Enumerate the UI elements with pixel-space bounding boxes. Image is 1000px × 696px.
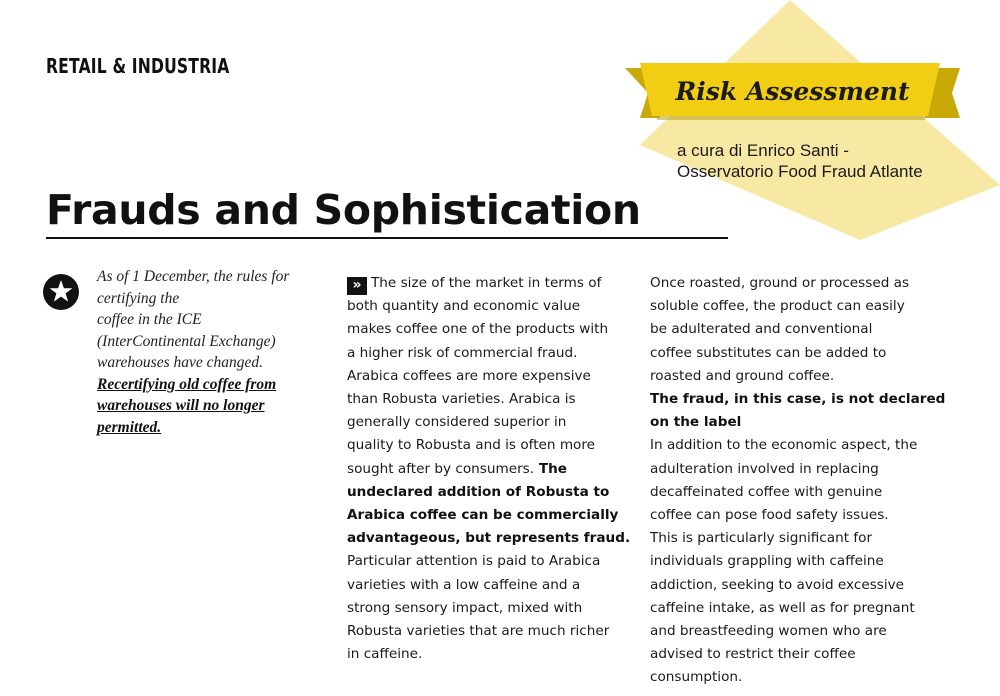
sidebar-line: coffee in the ICE: [97, 311, 202, 328]
article-line: [650, 481, 950, 504]
article-line: [650, 342, 950, 365]
article-line: [347, 411, 637, 434]
article-text: addiction, seeking to avoid excessive: [650, 576, 905, 593]
article-text: In addition to the economic aspect, the: [650, 437, 918, 454]
article-text: decaffeinated coffee with genuine: [650, 483, 883, 500]
article-text: quality to Robusta and is often more: [347, 437, 596, 454]
article-text: and breastfeeding women who are: [650, 623, 887, 640]
article-text-bold: The fraud, in this case, is not declared: [650, 391, 946, 408]
article-line: [650, 574, 950, 597]
article-text: sought after by consumers.: [347, 460, 535, 477]
sidebar-line: (InterContinental Exchange): [97, 332, 276, 350]
sidebar-emphasis-line: warehouses will no longer: [97, 397, 265, 414]
article-title: Frauds and Sophistication: [46, 186, 641, 234]
article-text-bold: The: [534, 460, 567, 477]
article-line: [650, 411, 950, 434]
byline: [677, 140, 977, 182]
article-line: [347, 318, 637, 341]
article-line: [650, 272, 950, 295]
article-text: be adulterated and conventional: [650, 321, 873, 338]
article-text: in caffeine.: [347, 646, 423, 663]
article-column-2: [650, 272, 950, 690]
article-line: [347, 597, 637, 620]
article-text: adulteration involved in replacing: [650, 460, 879, 477]
sidebar-line: certifying the: [97, 289, 180, 307]
article-text: consumption.: [650, 669, 743, 686]
article-column-1: [347, 272, 637, 666]
article-line: [347, 550, 637, 573]
article-line: [347, 272, 637, 295]
article-line: [650, 550, 950, 573]
sidebar-note: [97, 266, 312, 438]
article-text: Once roasted, ground or processed as: [650, 275, 910, 291]
article-text-bold: on the label: [650, 414, 742, 431]
article-line: [347, 527, 637, 550]
article-line: [347, 295, 637, 318]
article-line: [347, 643, 637, 666]
article-text: makes coffee one of the products with: [347, 321, 609, 338]
article-text: Robusta varieties that are much richer: [347, 623, 610, 640]
article-text: roasted and ground coffee.: [650, 367, 835, 384]
article-text: advised to restrict their coffee: [650, 646, 856, 663]
article-text: Arabica coffees are more expensive: [347, 367, 591, 384]
article-line: [347, 504, 637, 527]
ribbon-label: Risk Assessment: [675, 77, 910, 106]
article-line: [650, 318, 950, 341]
article-text: This is particularly significant for: [650, 530, 873, 547]
quote-mark-icon: »: [347, 277, 367, 295]
article-line: [650, 620, 950, 643]
byline-line: Osservatorio Food Fraud Atlante: [677, 162, 923, 181]
article-text: generally considered superior in: [347, 414, 567, 431]
article-text: coffee can pose food safety issues.: [650, 507, 889, 524]
article-line: [347, 574, 637, 597]
article-line: [650, 597, 950, 620]
article-line: [650, 434, 950, 457]
article-text-bold: undeclared addition of Robusta to: [347, 483, 610, 500]
article-line: [347, 458, 637, 481]
article-line: [650, 527, 950, 550]
byline-line: a cura di Enrico Santi -: [677, 141, 849, 160]
article-line: [347, 620, 637, 643]
article-line: [347, 388, 637, 411]
article-text: strong sensory impact, mixed with: [347, 599, 583, 616]
article-text: both quantity and economic value: [347, 298, 581, 315]
article-text: a higher risk of commercial fraud.: [347, 344, 578, 361]
article-text: individuals grappling with caffeine: [650, 553, 884, 570]
sidebar-emphasis-line: permitted.: [97, 418, 162, 436]
article-line: [347, 481, 637, 504]
article-text: than Robusta varieties. Arabica is: [347, 391, 576, 408]
sidebar-emphasis-line: Recertifying old coffee from: [97, 375, 277, 393]
article-line: [347, 434, 637, 457]
title-underline: [46, 237, 728, 239]
sidebar-line: As of 1 December, the rules for: [97, 268, 290, 285]
article-text: caffeine intake, as well as for pregnant: [650, 599, 915, 616]
star-icon: [43, 274, 79, 310]
article-text: soluble coffee, the product can easily: [650, 298, 905, 315]
article-text: varieties with a low caffeine and a: [347, 576, 581, 593]
article-text: The size of the market in terms of: [371, 275, 602, 291]
article-line: [650, 365, 950, 388]
article-line: [650, 666, 950, 689]
article-text-bold: advantageous, but represents fraud.: [347, 530, 631, 547]
section-label: RETAIL & INDUSTRIA: [46, 54, 230, 78]
article-line: [650, 458, 950, 481]
sidebar-line: warehouses have changed.: [97, 354, 264, 371]
article-line: [650, 504, 950, 527]
article-text-bold: Arabica coffee can be commercially: [347, 507, 619, 524]
article-text: Particular attention is paid to Arabica: [347, 553, 601, 570]
article-line: [347, 365, 637, 388]
article-line: [650, 295, 950, 318]
article-line: [347, 342, 637, 365]
article-line: [650, 388, 950, 411]
article-line: [650, 643, 950, 666]
article-text: coffee substitutes can be added to: [650, 344, 887, 361]
